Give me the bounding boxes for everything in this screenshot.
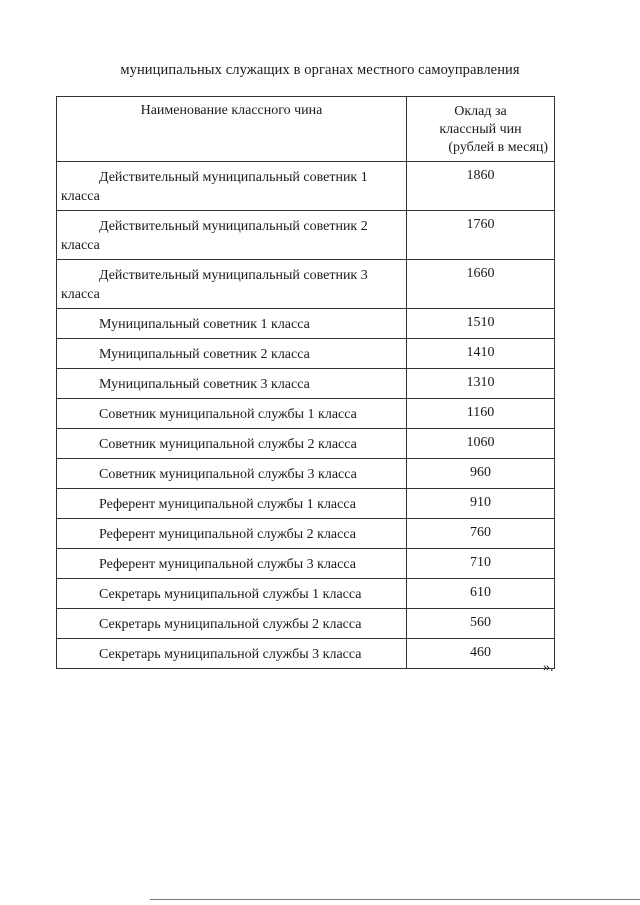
header-salary-line2: классный чин	[439, 122, 522, 137]
table-row	[57, 399, 555, 429]
table-row	[57, 260, 555, 309]
salary-cell: 1410	[407, 339, 555, 369]
rank-name-cell: Референт муниципальной службы 1 класса	[57, 489, 407, 519]
rank-name-cell: Секретарь муниципальной службы 1 класса	[57, 579, 407, 609]
salary-cell: 960	[407, 459, 555, 489]
table-row	[57, 639, 555, 669]
table-row	[57, 309, 555, 339]
page-title: муниципальных служащих в органах местного самоуправления	[120, 62, 520, 78]
table-row	[57, 369, 555, 399]
table-row	[57, 162, 555, 211]
salary-cell: 1760	[407, 211, 555, 260]
salary-cell: 1060	[407, 429, 555, 459]
rank-name-cell: Советник муниципальной службы 2 класса	[57, 429, 407, 459]
rank-name-cell: Действительный муниципальный советник 2 класса	[57, 211, 407, 260]
salary-cell: 710	[407, 549, 555, 579]
rank-name-cell: Референт муниципальной службы 3 класса	[57, 549, 407, 579]
salary-cell: 1160	[407, 399, 555, 429]
salary-cell: 1310	[407, 369, 555, 399]
table-row	[57, 339, 555, 369]
salary-cell: 760	[407, 519, 555, 549]
salary-cell: 610	[407, 579, 555, 609]
table-header-row	[57, 97, 555, 162]
rank-name-cell: Референт муниципальной службы 2 класса	[57, 519, 407, 549]
salary-cell: 460	[407, 639, 555, 669]
table-row	[57, 489, 555, 519]
closing-quote-mark: ».	[543, 660, 554, 675]
table-row	[57, 459, 555, 489]
salary-table	[56, 96, 555, 669]
rank-name-cell: Муниципальный советник 1 класса	[57, 309, 407, 339]
rank-name-cell: Секретарь муниципальной службы 3 класса	[57, 639, 407, 669]
salary-cell: 1660	[407, 260, 555, 309]
header-rank-name: Наименование классного чина	[57, 97, 407, 162]
header-salary	[407, 97, 555, 162]
table-row	[57, 579, 555, 609]
rank-name-cell: Муниципальный советник 3 класса	[57, 369, 407, 399]
salary-cell: 1510	[407, 309, 555, 339]
table-row	[57, 549, 555, 579]
salary-cell: 1860	[407, 162, 555, 211]
rank-name-cell: Советник муниципальной службы 1 класса	[57, 399, 407, 429]
rank-name-cell: Советник муниципальной службы 3 класса	[57, 459, 407, 489]
header-salary-line3: (рублей в месяц)	[448, 140, 548, 155]
rank-name-cell: Действительный муниципальный советник 3 класса	[57, 260, 407, 309]
rank-name-cell: Муниципальный советник 2 класса	[57, 339, 407, 369]
table-row	[57, 211, 555, 260]
table-row	[57, 429, 555, 459]
salary-cell: 910	[407, 489, 555, 519]
rank-name-cell: Секретарь муниципальной службы 2 класса	[57, 609, 407, 639]
page-bottom-rule	[150, 899, 640, 900]
table-row	[57, 519, 555, 549]
salary-cell: 560	[407, 609, 555, 639]
rank-name-cell: Действительный муниципальный советник 1 класса	[57, 162, 407, 211]
header-salary-line1: Оклад за	[454, 104, 507, 119]
table-row	[57, 609, 555, 639]
